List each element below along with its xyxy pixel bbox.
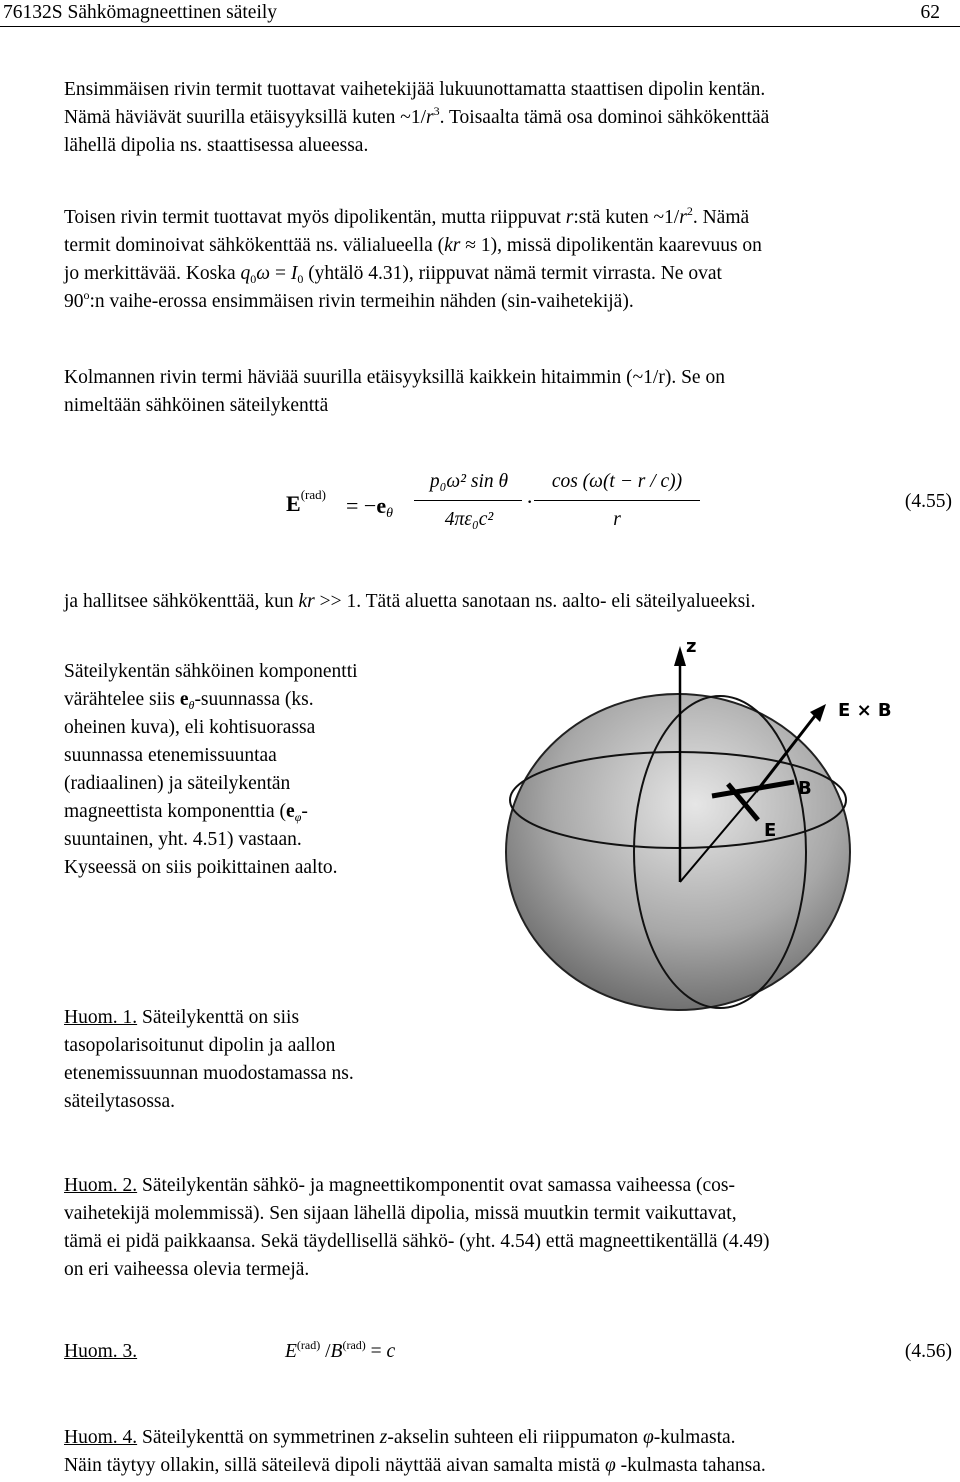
- note-2-label: Huom. 2.: [64, 1175, 138, 1196]
- paragraph-1: [64, 76, 944, 160]
- eq455-denominator-2: r: [613, 509, 621, 530]
- label-e: E: [764, 820, 777, 841]
- sphere-body: [506, 694, 850, 1010]
- label-b: B: [798, 778, 812, 799]
- paragraph-4: ja hallitsee sähkökenttää, kun kr >> 1. Tätä aluetta sanotaan ns. aalto- eli säteilyalueeksi.: [64, 591, 756, 612]
- eq455-denominator-1: 4πε₀c²: [444, 509, 494, 530]
- label-z: z: [686, 636, 697, 657]
- note-1: Huom. 1. Säteilykenttä on siis tasopolarisoitunut dipolin ja aallon etenemissuunnan muodostamassa ns. säteilytasossa.: [64, 1007, 354, 1112]
- eq455-dot: ·: [526, 489, 534, 514]
- eq455-equals: = $-e_\theta$: [346, 493, 393, 521]
- eq455-lhs: $E^{(rad)}$: [286, 487, 326, 516]
- note-2: Huom. 2. Säteilykentän sähkö- ja magneettikomponentit ovat samassa vaiheessa (cos- vaihetekijä molemmissä). Sen sijaan lähellä dipolia, missä muutkin termit vaikuttavat, tämä ei pidä paikkaansa. Sekä täydellisellä sähkö- (yht. 4.54) että magneettikentällä (4.49) on eri vaiheessa olevia termejä.: [64, 1175, 770, 1280]
- p2-line-2: termit dominoivat sähkökenttää ns. välialueella (kr ≈ 1), missä dipolikentän kaarevuus on: [64, 235, 762, 256]
- sphere-diagram: [488, 632, 908, 1012]
- page-header: [0, 0, 960, 27]
- eq455-number: (4.55): [904, 491, 952, 512]
- note-3-label: Huom. 3.: [64, 1341, 138, 1362]
- p1-line-3: lähellä dipolia ns. staattisessa alueessa.: [64, 135, 369, 156]
- equation-4-56: $E^{(rad)}$ $/B^{(rad)} = c$: [285, 1338, 396, 1362]
- paragraph-2: [64, 204, 944, 316]
- paragraph-3: [64, 364, 944, 420]
- page-number: 62: [920, 2, 940, 23]
- note-1-label: Huom. 1.: [64, 1007, 138, 1028]
- eq455-numerator-2: cos (ω(t − r / c)): [551, 471, 683, 492]
- p2-line-3: jo merkittävää. Koska $q_0\omega = I_0$ (yhtälö 4.31), riippuvat nämä termit virrasta. Ne ovat: [64, 263, 722, 286]
- note-4: Huom. 4. Säteilykenttä on symmetrinen z-akselin suhteen eli riippumaton φ-kulmasta. Näin täytyy ollakin, sillä säteilevä dipoli näyttää aivan samalta mistä φ -kulmasta tahansa.: [64, 1427, 766, 1476]
- paragraph-5: Säteilykentän sähköinen komponentti värähtelee siis $e_\theta$-suunnassa (ks. oheinen kuva), eli kohtisuorassa suunnassa etenemissuuntaa (radiaalinen) ja säteilykentän magneettista komponenttia ($e_\varphi-$ suuntainen, yht. 4.51) vastaan. Kyseessä on siis poikittainen aalto.: [64, 661, 358, 878]
- note-4-label: Huom. 4.: [64, 1427, 138, 1448]
- p3-line-2: nimeltään sähköinen säteilykenttä: [64, 395, 329, 416]
- p2-line-1: Toisen rivin termit tuottavat myös dipolikentän, mutta riippuvat r:stä kuten $\sim 1/r^2$. Nämä: [64, 204, 750, 228]
- eq455-fraction-line-2: [534, 500, 700, 501]
- p1-line-2: Nämä häviävät suurilla etäisyyksillä kuten $\sim 1/r^3$. Toisaalta tämä osa dominoi sähkökenttää: [64, 104, 770, 128]
- p3-line-1: Kolmannen rivin termi häviää suurilla etäisyyksillä kaikkein hitaimmin (~1/r). Se on: [64, 367, 725, 388]
- eq456-number: (4.56): [904, 1341, 952, 1362]
- p1-line-1: Ensimmäisen rivin termit tuottavat vaihetekijää lukuunottamatta staattisen dipolin kentän.: [64, 79, 766, 100]
- radiation-sphere-figure: [488, 632, 908, 1012]
- label-exb: E × B: [838, 700, 892, 721]
- eq455-fraction-line-1: [414, 500, 522, 501]
- z-axis-arrowhead: [674, 646, 686, 666]
- p2-line-4: 90$^o$:n vaihe-erossa ensimmäisen rivin termeihin nähden (sin-vaihetekijä).: [64, 288, 634, 312]
- header-title: 76132S Sähkömagneettinen säteily: [3, 2, 278, 23]
- eq455-numerator-1: p₀ω² sin θ: [429, 471, 509, 492]
